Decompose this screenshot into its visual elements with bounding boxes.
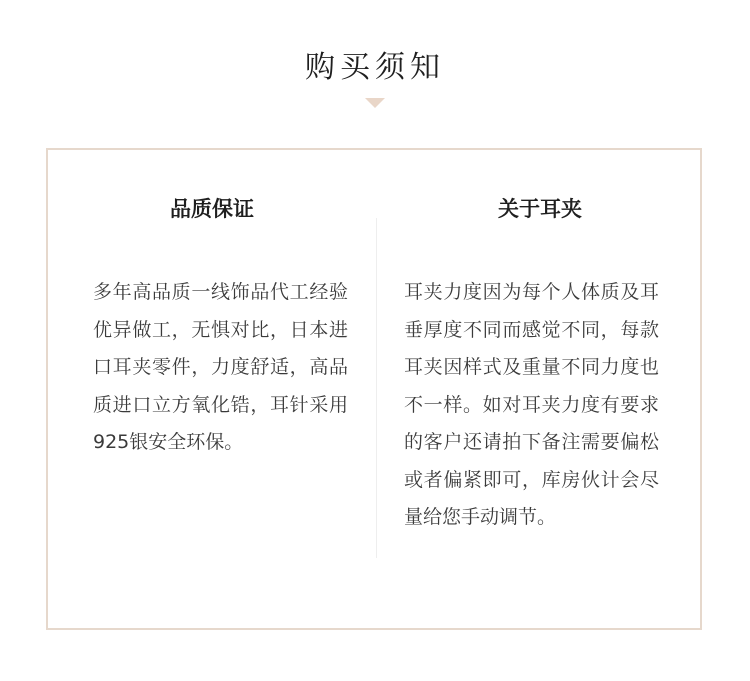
about-ear-clip-section (376, 150, 704, 628)
down-triangle-icon (365, 98, 385, 108)
quality-guarantee-text: 多年高品质一线饰品代工经验优异做工，无惧对比，日本进口耳夹零件，力度舒适，高品质进口立方氧化锆，耳针采用925银安全环保。 (93, 281, 348, 453)
quality-guarantee-section (48, 150, 376, 628)
notice-box (46, 148, 702, 630)
page-title: 购买须知 (305, 50, 445, 85)
quality-guarantee-title: 品质保证 (170, 197, 254, 221)
about-ear-clip-text: 耳夹力度因为每个人体质及耳垂厚度不同而感觉不同，每款耳夹因样式及重量不同力度也不一样。如对耳夹力度有要求的客户还请拍下备注需要偏松或者偏紧即可，库房伙计会尽量给您手动调节。 (404, 281, 659, 528)
about-ear-clip-title: 关于耳夹 (498, 197, 582, 221)
